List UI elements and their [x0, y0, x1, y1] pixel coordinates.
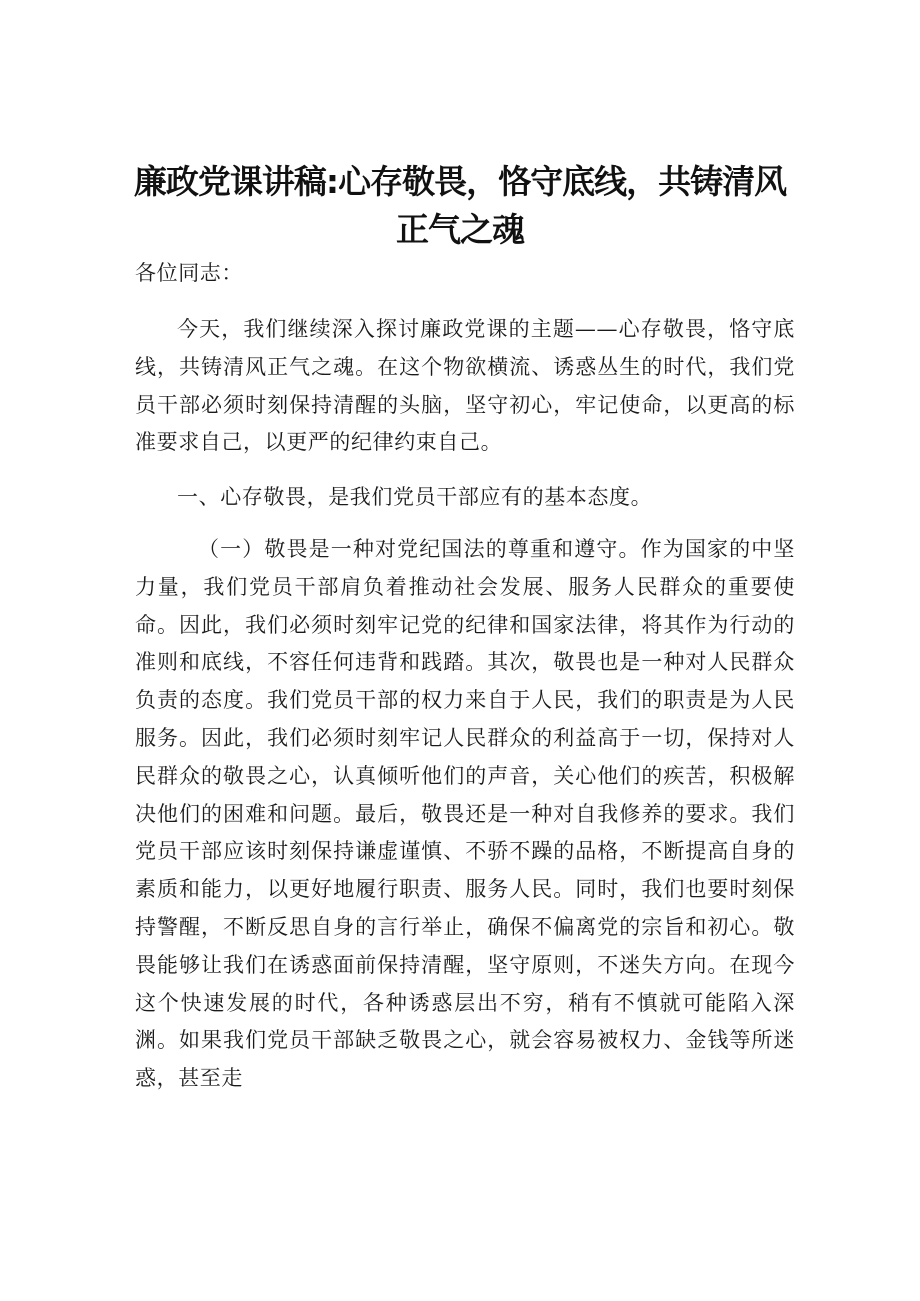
section-heading-1: 一、心存敬畏，是我们党员干部应有的基本态度。 — [177, 485, 653, 509]
document-title: 廉政党课讲稿:心存敬畏，恪守底线，共铸清风正气之魂 — [133, 162, 787, 249]
salutation: 各位同志： — [135, 261, 243, 285]
paragraph-section-1-1: （一）敬畏是一种对党纪国法的尊重和遵守。作为国家的中坚力量，我们党员干部肩负着推动社会发展、服务人民群众的重要使命。因此，我们必须时刻牢记党的纪律和国家法律，将其作为行动的准则和底线，不容任何违背和践踏。其次，敬畏也是一种对人民群众负责的态度。我们党员干部的权力来自于人民，我们的职责是为人民服务。因此，我们必须时刻牢记人民群众的利益高于一切，保持对人民群众的敬畏之心，认真倾听他们的声音，关心他们的疾苦，积极解决他们的困难和问题。最后，敬畏还是一种对自我修养的要求。我们党员干部应该时刻保持谦虚谨慎、不骄不躁的品格，不断提高自身的素质和能力，以更好地履行职责、服务人民。同时，我们也要时刻保持警醒，不断反思自身的言行举止，确保不偏离党的宗旨和初心。敬畏能够让我们在诱惑面前保持清醒，坚守原则，不迷失方向。在现今这个快速发展的时代，各种诱惑层出不穷，稍有不慎就可能陷入深渊。如果我们党员干部缺乏敬畏之心，就会容易被权力、金钱等所迷惑，甚至走 — [135, 537, 795, 1091]
paragraph-intro: 今天，我们继续深入探讨廉政党课的主题——心存敬畏，恪守底线，共铸清风正气之魂。在这个物欲横流、诱惑丛生的时代，我们党员干部必须时刻保持清醒的头脑，坚守初心，牢记使命，以更高的标准要求自己，以更严的纪律约束自己。 — [135, 317, 795, 455]
